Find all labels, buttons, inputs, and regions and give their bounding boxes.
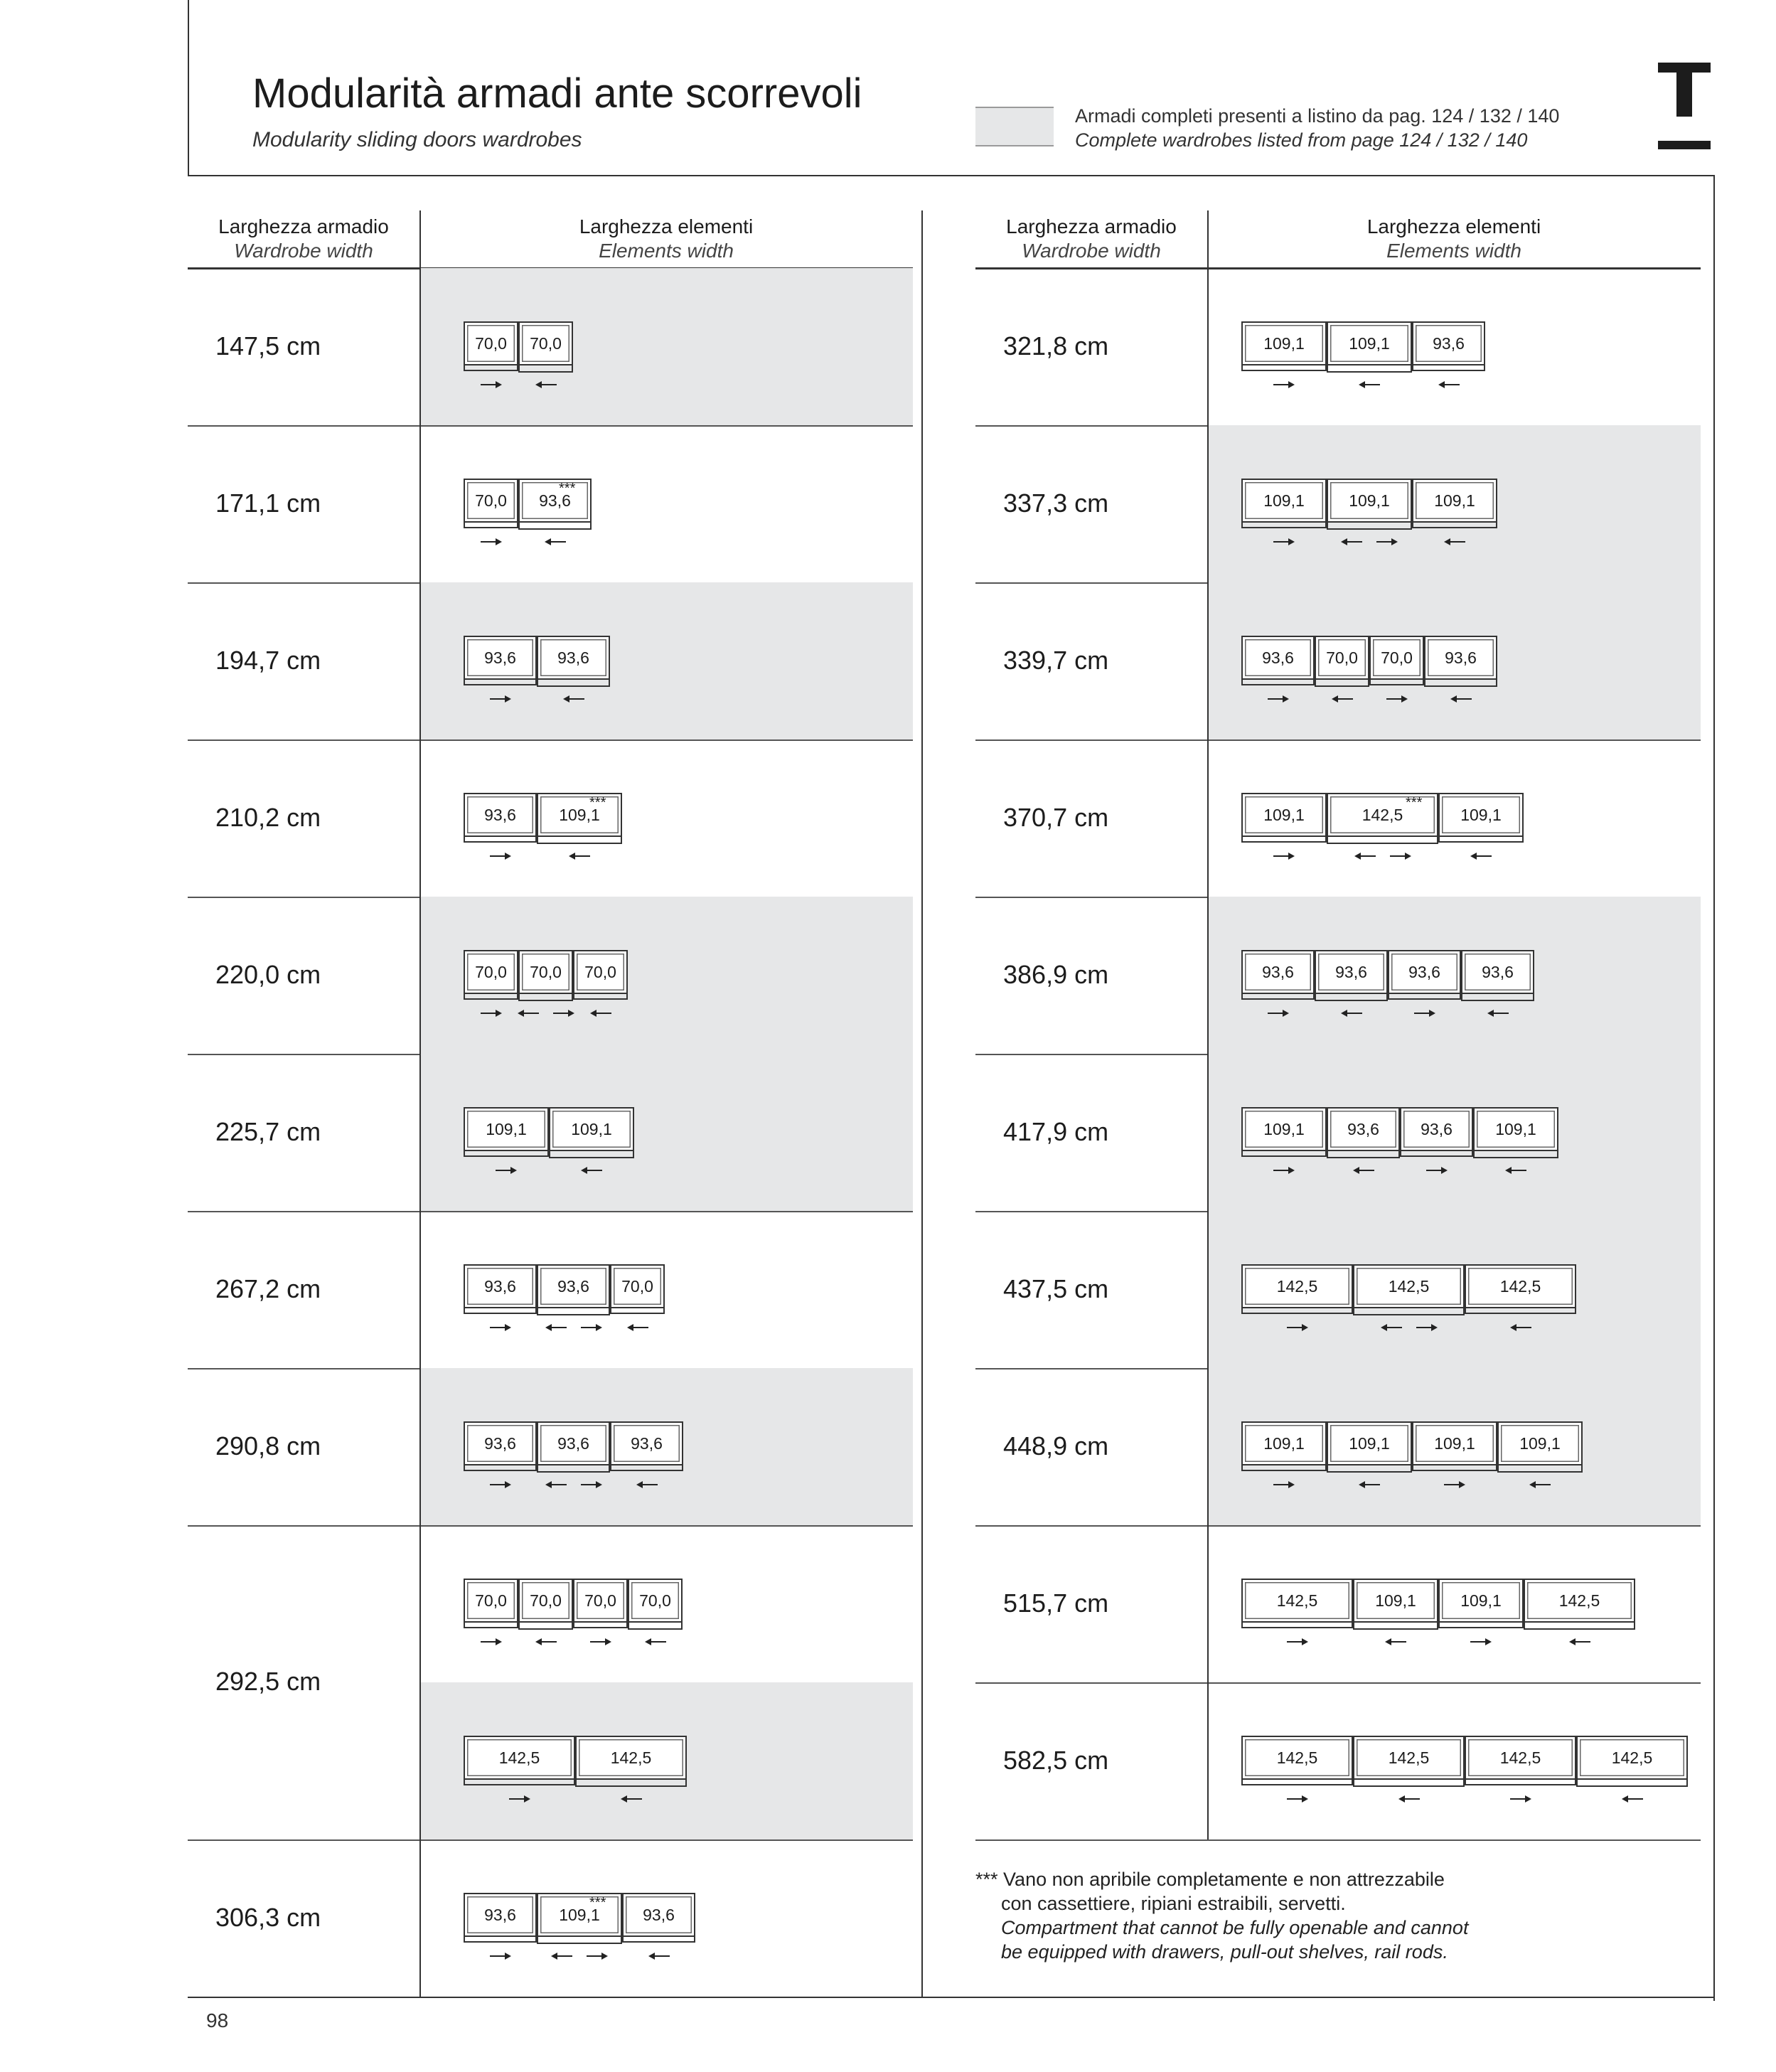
door-rail — [518, 523, 592, 530]
left-header-wardrobe-width: Larghezza armadio Wardrobe width — [218, 215, 389, 262]
door-module: 142,5 — [1241, 1736, 1353, 1780]
door-rail — [464, 1308, 537, 1314]
door-module: 142,5 — [1353, 1736, 1465, 1780]
door-module: 142,5 — [1353, 1264, 1465, 1308]
door-rail — [610, 1465, 683, 1471]
wardrobe-width-label: 267,2 cm — [215, 1273, 321, 1303]
wardrobe-width-label: 448,9 cm — [1003, 1431, 1109, 1460]
door-module: 142,5 — [1465, 1264, 1576, 1308]
wardrobe-width-label: 210,2 cm — [215, 802, 321, 832]
arrow-left-icon — [517, 1008, 540, 1018]
door-module: 109,1 — [1327, 479, 1412, 523]
door-module: 142,5 — [1524, 1579, 1635, 1623]
wardrobe-width-label: 582,5 cm — [1003, 1745, 1109, 1775]
door-rail — [1327, 365, 1412, 373]
arrow-left-icon — [1384, 1637, 1407, 1647]
arrow-left-icon — [1529, 1480, 1551, 1490]
wardrobe-width-label: 515,7 cm — [1003, 1588, 1109, 1618]
door-module: 109,1 — [1353, 1579, 1438, 1623]
door-rail — [1400, 1151, 1473, 1157]
door-module: 93,6 — [537, 1421, 610, 1465]
door-module: 93,6 — [622, 1893, 695, 1937]
door-rail — [464, 1780, 575, 1785]
arrow-left-icon — [1340, 1008, 1363, 1018]
door-module: 109,1 — [1241, 479, 1327, 523]
door-module: 142,5 — [464, 1736, 575, 1780]
wardrobe-width-label: 225,7 cm — [215, 1116, 321, 1146]
arrow-right-icon — [489, 851, 512, 861]
door-module: 109,1 — [1473, 1107, 1558, 1151]
door-module: 93,6 — [1461, 950, 1534, 994]
door-rail — [1241, 1308, 1353, 1314]
arrow-right-icon — [1273, 537, 1295, 547]
door-rail — [518, 365, 573, 373]
arrow-left-icon — [1487, 1008, 1509, 1018]
wardrobe-width-label: 386,9 cm — [1003, 959, 1109, 989]
door-rail — [1241, 1151, 1327, 1157]
door-module: 93,6 — [464, 1893, 537, 1937]
wardrobe-width-label: 194,7 cm — [215, 645, 321, 675]
arrow-right-icon — [1273, 1480, 1295, 1490]
door-rail — [622, 1937, 695, 1943]
door-rail — [537, 680, 610, 687]
door-module: 109,1 — [1412, 479, 1497, 523]
header-left-rule — [188, 0, 189, 176]
door-rail — [1424, 680, 1497, 687]
door-module: 70,0 — [1315, 636, 1369, 680]
wardrobe-width-label: 220,0 cm — [215, 959, 321, 989]
door-rail — [573, 1623, 628, 1628]
door-rail — [518, 994, 573, 1001]
door-rail — [549, 1151, 634, 1158]
arrow-right-icon — [1273, 380, 1295, 390]
row-divider — [975, 1839, 1701, 1841]
left-header-elements-width: Larghezza elementi Elements width — [579, 215, 754, 262]
wardrobe-width-label: 370,7 cm — [1003, 802, 1109, 832]
row-divider — [975, 1525, 1701, 1527]
arrow-right-icon — [1470, 1637, 1492, 1647]
door-rail — [1327, 837, 1438, 844]
page-number: 98 — [206, 2009, 229, 2031]
door-rail — [1353, 1308, 1465, 1315]
door-rail — [464, 1465, 537, 1471]
arrow-right-icon — [480, 380, 503, 390]
door-module: 93,6 — [1241, 636, 1315, 680]
door-module: 109,1 — [1241, 793, 1327, 837]
door-module: 70,0 — [628, 1579, 683, 1623]
arrow-left-icon — [1450, 694, 1472, 704]
wardrobe-width-label: 171,1 cm — [215, 488, 321, 518]
door-rail — [1327, 1465, 1412, 1473]
door-module: 93,6 — [1424, 636, 1497, 680]
door-rail — [1241, 1465, 1327, 1471]
door-module: 93,6 — [464, 1421, 537, 1465]
door-rail — [1241, 1623, 1353, 1628]
arrow-left-icon — [562, 694, 585, 704]
door-module: 142,5 — [1465, 1736, 1576, 1780]
arrow-right-icon — [1267, 694, 1290, 704]
arrow-right-icon — [586, 1951, 609, 1961]
arrow-right-icon — [589, 1637, 612, 1647]
door-rail — [1524, 1623, 1635, 1630]
arrow-left-icon — [1470, 851, 1492, 861]
door-rail — [573, 994, 628, 1000]
door-module: 109,1 — [1438, 1579, 1524, 1623]
arrow-left-icon — [589, 1008, 612, 1018]
door-rail — [1353, 1780, 1465, 1787]
wardrobe-width-label: 290,8 cm — [215, 1431, 321, 1460]
arrow-left-icon — [620, 1794, 643, 1804]
door-rail — [1465, 1308, 1576, 1314]
arrow-left-icon — [1331, 694, 1354, 704]
row-divider — [188, 1839, 913, 1841]
arrow-right-icon — [1509, 1794, 1532, 1804]
arrow-right-icon — [480, 1637, 503, 1647]
page-title: Modularità armadi ante scorrevoli — [252, 70, 862, 117]
footnote-star-marker: *** — [589, 1895, 606, 1911]
door-module: 70,0 — [464, 479, 518, 523]
door-rail — [464, 680, 537, 685]
arrow-left-icon — [568, 851, 591, 861]
arrow-right-icon — [1425, 1165, 1448, 1175]
column-separator — [419, 210, 421, 1997]
door-rail — [537, 1937, 622, 1944]
arrow-left-icon — [1438, 380, 1460, 390]
center-divider — [921, 210, 923, 1997]
arrow-left-icon — [544, 537, 567, 547]
arrow-right-icon — [580, 1323, 603, 1333]
door-rail — [464, 365, 518, 371]
door-rail — [1461, 994, 1534, 1001]
wardrobe-width-label: 321,8 cm — [1003, 331, 1109, 361]
door-module: 70,0 — [464, 950, 518, 994]
door-rail — [1315, 680, 1369, 687]
door-module: 70,0 — [573, 1579, 628, 1623]
door-rail — [537, 837, 622, 844]
arrow-left-icon — [1352, 1165, 1375, 1175]
door-module: 93,6 — [464, 793, 537, 837]
wardrobe-width-label: 339,7 cm — [1003, 645, 1109, 675]
page-subtitle: Modularity sliding doors wardrobes — [252, 128, 582, 151]
arrow-right-icon — [489, 1951, 512, 1961]
door-rail — [464, 523, 518, 528]
door-module: 142,5 — [1241, 1579, 1353, 1623]
door-module: 93,6 — [1388, 950, 1461, 994]
arrow-right-icon — [480, 1008, 503, 1018]
door-rail — [1241, 837, 1327, 843]
arrow-left-icon — [1380, 1323, 1403, 1333]
door-rail — [1473, 1151, 1558, 1158]
door-module: 93,6 — [1241, 950, 1315, 994]
door-module: 70,0 — [610, 1264, 665, 1308]
legend-text-en: Complete wardrobes listed from page 124 / 132 / 140 — [1075, 129, 1528, 151]
door-rail — [628, 1623, 683, 1630]
door-module: 109,1 — [537, 1893, 622, 1937]
door-rail — [1412, 1465, 1497, 1471]
arrow-left-icon — [1358, 380, 1381, 390]
arrow-right-icon — [580, 1480, 603, 1490]
arrow-right-icon — [1286, 1794, 1309, 1804]
door-rail — [1353, 1623, 1438, 1630]
door-module: 93,6 — [464, 1264, 537, 1308]
door-rail — [1438, 837, 1524, 843]
arrow-left-icon — [1340, 537, 1363, 547]
door-module: 93,6 — [1412, 321, 1485, 365]
right-header-elements-width: Larghezza elementi Elements width — [1366, 215, 1541, 262]
door-rail — [610, 1308, 665, 1314]
door-module: 93,6 — [1327, 1107, 1400, 1151]
door-module: 93,6 — [1315, 950, 1388, 994]
brand-logo-icon — [1658, 63, 1711, 151]
wardrobe-width-label: 437,5 cm — [1003, 1273, 1109, 1303]
row-divider — [188, 1211, 913, 1212]
door-module: 142,5 — [1576, 1736, 1688, 1780]
door-rail — [518, 1623, 573, 1630]
door-module: 109,1 — [549, 1107, 634, 1151]
arrow-right-icon — [495, 1165, 518, 1175]
door-rail — [1241, 680, 1315, 685]
arrow-right-icon — [489, 694, 512, 704]
door-module: 109,1 — [1241, 1421, 1327, 1465]
door-rail — [1315, 994, 1388, 1001]
page-right-rule — [1713, 175, 1715, 2001]
wardrobe-width-label: 337,3 cm — [1003, 488, 1109, 518]
footnote-star-marker: *** — [559, 481, 576, 496]
arrow-right-icon — [1413, 1008, 1436, 1018]
door-module: 70,0 — [518, 950, 573, 994]
row-divider — [975, 1682, 1701, 1684]
door-module: 142,5 — [1327, 793, 1438, 837]
row-divider — [975, 739, 1701, 741]
arrow-right-icon — [1386, 694, 1408, 704]
door-rail — [1369, 680, 1424, 685]
door-module: 93,6 — [1400, 1107, 1473, 1151]
arrow-right-icon — [1286, 1637, 1309, 1647]
table-header-rule — [975, 267, 1701, 269]
arrow-right-icon — [1416, 1323, 1438, 1333]
door-module: 142,5 — [1241, 1264, 1353, 1308]
arrow-right-icon — [1267, 1008, 1290, 1018]
door-module: 109,1 — [537, 793, 622, 837]
door-rail — [1576, 1780, 1688, 1787]
footnote-star-marker: *** — [589, 795, 606, 811]
door-rail — [1241, 523, 1327, 528]
page-bottom-rule — [188, 1997, 1715, 1998]
arrow-left-icon — [535, 380, 557, 390]
door-rail — [1327, 1151, 1400, 1158]
right-header-wardrobe-width: Larghezza armadio Wardrobe width — [1006, 215, 1177, 262]
footnote: *** Vano non apribile completamente e non attrezzabile con cassettiere, ripiani estraibili, servetti. Compartment that cannot be fully openable and cannot be equipped with drawers, pull-out shelves, rail rods. — [975, 1869, 1469, 1962]
door-module: 93,6 — [537, 636, 610, 680]
door-module: 109,1 — [1438, 793, 1524, 837]
arrow-right-icon — [1443, 1480, 1466, 1490]
arrow-right-icon — [489, 1323, 512, 1333]
arrow-right-icon — [1273, 851, 1295, 861]
door-module: 109,1 — [1497, 1421, 1583, 1465]
door-rail — [537, 1465, 610, 1473]
door-rail — [1497, 1465, 1583, 1473]
door-rail — [464, 837, 537, 843]
door-rail — [1465, 1780, 1576, 1785]
door-module: 70,0 — [518, 1579, 573, 1623]
door-module: 109,1 — [464, 1107, 549, 1151]
row-divider — [188, 739, 913, 741]
arrow-left-icon — [1443, 537, 1466, 547]
footnote-star-marker: *** — [1406, 795, 1423, 811]
door-module: 109,1 — [1327, 321, 1412, 365]
arrow-left-icon — [550, 1951, 573, 1961]
door-rail — [1412, 365, 1485, 371]
arrow-left-icon — [545, 1323, 567, 1333]
door-module: 93,6 — [518, 479, 592, 523]
door-module: 109,1 — [1412, 1421, 1497, 1465]
row-divider — [188, 425, 913, 427]
door-module: 142,5 — [575, 1736, 687, 1780]
door-module: 93,6 — [537, 1264, 610, 1308]
arrow-left-icon — [1568, 1637, 1591, 1647]
door-rail — [464, 1937, 537, 1943]
arrow-right-icon — [552, 1008, 575, 1018]
arrow-left-icon — [1509, 1323, 1532, 1333]
door-module: 70,0 — [464, 1579, 518, 1623]
arrow-left-icon — [535, 1637, 557, 1647]
legend-text-it: Armadi completi presenti a listino da pag. 124 / 132 / 140 — [1075, 105, 1560, 127]
door-module: 70,0 — [573, 950, 628, 994]
door-rail — [537, 1308, 610, 1315]
door-module: 93,6 — [610, 1421, 683, 1465]
row-divider — [188, 1525, 913, 1527]
arrow-left-icon — [545, 1480, 567, 1490]
arrow-right-icon — [1389, 851, 1412, 861]
column-separator — [1207, 210, 1209, 1839]
arrow-left-icon — [626, 1323, 649, 1333]
wardrobe-width-label: 306,3 cm — [215, 1902, 321, 1932]
arrow-left-icon — [1398, 1794, 1421, 1804]
door-module: 70,0 — [518, 321, 573, 365]
arrow-right-icon — [480, 537, 503, 547]
wardrobe-width-label: 147,5 cm — [215, 331, 321, 361]
arrow-left-icon — [1358, 1480, 1381, 1490]
door-rail — [1241, 1780, 1353, 1785]
door-rail — [1388, 994, 1461, 1000]
wardrobe-width-label: 417,9 cm — [1003, 1116, 1109, 1146]
door-module: 109,1 — [1327, 1421, 1412, 1465]
wardrobe-width-label: 292,5 cm — [215, 1667, 321, 1696]
arrow-left-icon — [648, 1951, 670, 1961]
arrow-right-icon — [1273, 1165, 1295, 1175]
arrow-left-icon — [1504, 1165, 1527, 1175]
arrow-left-icon — [636, 1480, 658, 1490]
arrow-left-icon — [1621, 1794, 1644, 1804]
door-rail — [1241, 994, 1315, 1000]
door-module: 70,0 — [464, 321, 518, 365]
door-rail — [464, 1151, 549, 1157]
door-rail — [464, 994, 518, 1000]
door-module: 109,1 — [1241, 321, 1327, 365]
door-rail — [1412, 523, 1497, 528]
door-module: 93,6 — [464, 636, 537, 680]
door-module: 70,0 — [1369, 636, 1424, 680]
door-rail — [1438, 1623, 1524, 1628]
footnote-marker: *** — [975, 1869, 998, 1890]
header-bottom-rule — [188, 175, 1715, 176]
arrow-right-icon — [1286, 1323, 1309, 1333]
arrow-right-icon — [1376, 537, 1398, 547]
arrow-right-icon — [508, 1794, 531, 1804]
arrow-left-icon — [644, 1637, 667, 1647]
legend-swatch — [975, 107, 1054, 146]
arrow-left-icon — [580, 1165, 603, 1175]
door-rail — [464, 1623, 518, 1628]
arrow-left-icon — [1354, 851, 1376, 861]
arrow-right-icon — [489, 1480, 512, 1490]
door-rail — [575, 1780, 687, 1787]
door-module: 109,1 — [1241, 1107, 1327, 1151]
door-rail — [1327, 523, 1412, 530]
door-rail — [1241, 365, 1327, 371]
